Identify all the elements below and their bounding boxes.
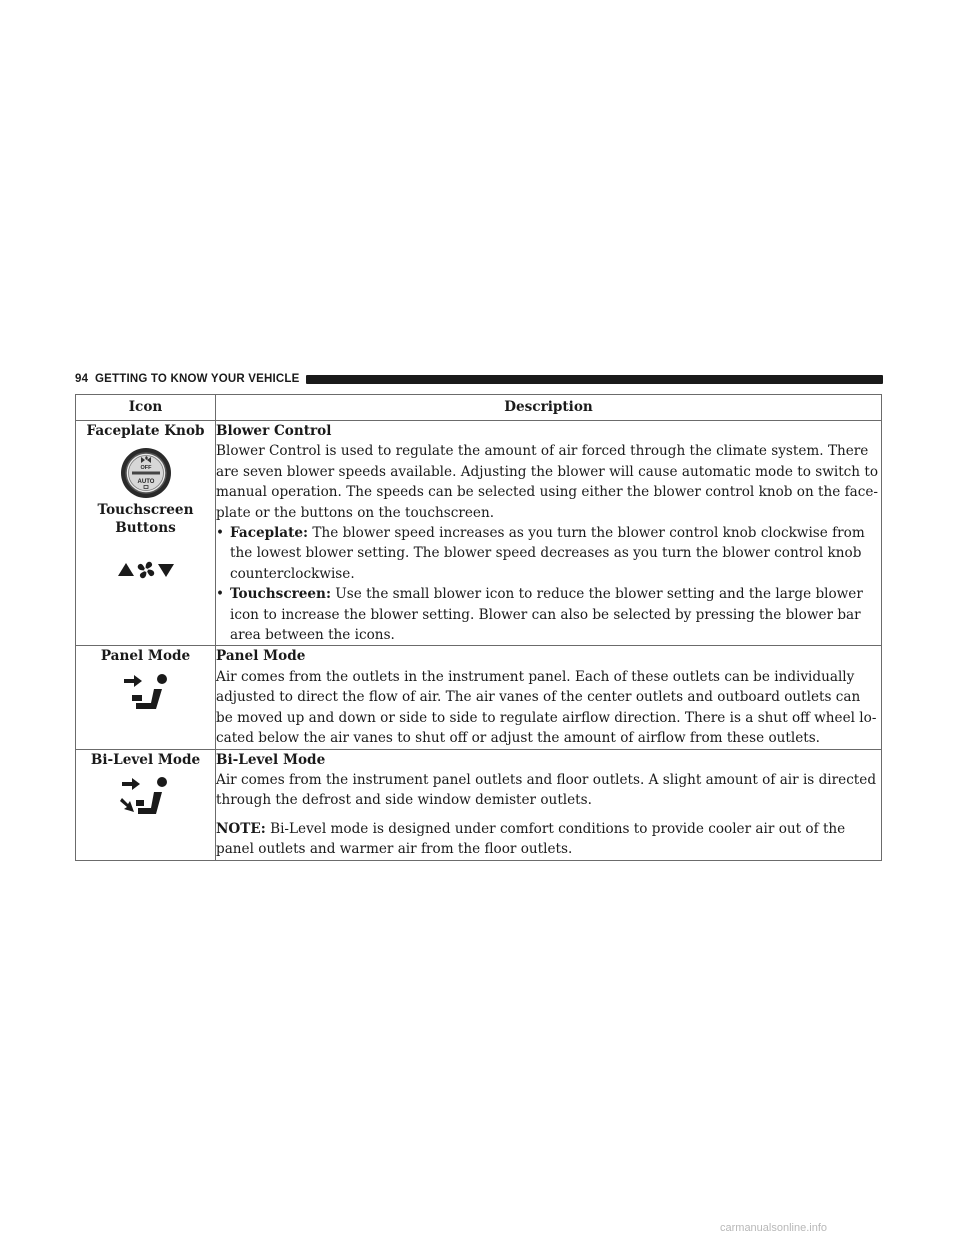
svg-text:OFF: OFF — [140, 465, 151, 472]
icon-label-2: Touchscreen Buttons — [97, 502, 194, 537]
table-row — [76, 421, 882, 646]
svg-text:AUTO: AUTO — [137, 479, 154, 486]
icon-cell-panel — [76, 646, 216, 749]
bullet-icon: • — [216, 525, 225, 542]
bullet-list — [216, 523, 881, 645]
description-cell-blower — [216, 421, 882, 646]
table-row — [76, 749, 882, 860]
icon-cell-bilevel — [76, 749, 216, 860]
bullet-icon: • — [216, 586, 225, 603]
blower-knob-icon — [117, 447, 175, 499]
section-title: Panel Mode — [216, 648, 306, 665]
column-header-description: Description — [216, 395, 882, 421]
column-header-icon: Icon — [76, 395, 216, 421]
bi-level-mode-icon — [118, 774, 174, 824]
header-rule — [306, 375, 883, 384]
blower-touchscreen-icon — [115, 559, 177, 581]
page-header-text: 94 GETTING TO KNOW YOUR VEHICLE — [75, 373, 300, 385]
icon-label: Bi-Level Mode — [90, 751, 201, 768]
description-text: Blower Control is used to regulate the amount of air forced through the climate system. There are seven blower speeds available. Adjusting the blower will cause automatic mode to switch to manual operation. The speeds can be selected using either the blower control knob on the face-plate or the buttons on the touchscreen. — [216, 443, 879, 521]
table-header-row — [76, 395, 882, 421]
description-cell-bilevel — [216, 749, 882, 860]
icon-cell-blower — [76, 421, 216, 646]
list-item: • Touchscreen: Use the small blower icon to reduce the blower setting and the large blower icon to increase the blower setting. Blower can also be selected by pressing the blower bar area between the icons. — [216, 586, 863, 644]
description-text: Air comes from the instrument panel outlets and floor outlets. A slight amount of air is directed through the defrost and side window demister outlets. — [216, 771, 877, 809]
watermark: carmanualsonline.info — [720, 1222, 828, 1234]
table-row — [76, 646, 882, 749]
icon-label: Panel Mode — [100, 648, 191, 665]
section-title: Bi-Level Mode — [216, 751, 326, 768]
description-cell-panel — [216, 646, 882, 749]
list-item: • Faceplate: The blower speed increases as you turn the blower control knob clockwise from the lowest blower setting. The blower speed decreases as you turn the blower control knob counterclockwise. — [216, 525, 865, 582]
panel-mode-icon — [118, 671, 174, 715]
section-title: Blower Control — [216, 423, 332, 439]
icon-label: Faceplate Knob — [86, 423, 205, 439]
note-text: NOTE: Bi-Level mode is designed under comfort conditions to provide cooler air out of the panel outlets and warmer air from the floor outlets. — [216, 820, 846, 858]
page-header — [75, 371, 883, 387]
description-text: Air comes from the outlets in the instrument panel. Each of these outlets can be individually adjusted to direct the flow of air. The air vanes of the center outlets and outboard outlets can be moved up and down or side to side to regulate airflow direction. There is a shut off wheel lo-cated below the air vanes to shut off or adjust the amount of airflow from these outlets. — [216, 668, 877, 747]
climate-controls-table — [75, 394, 882, 861]
